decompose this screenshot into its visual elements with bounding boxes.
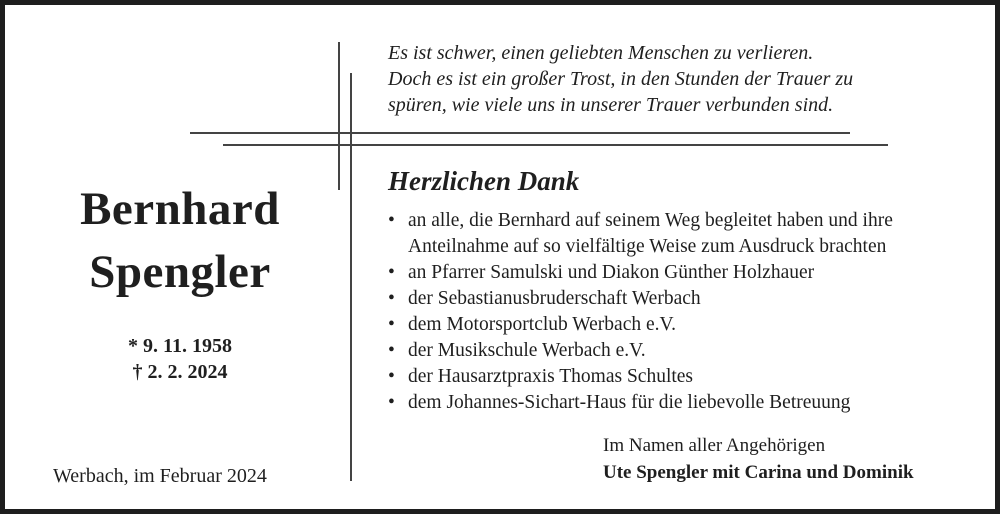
signature-intro: Im Namen aller Angehörigen bbox=[603, 435, 826, 456]
cross-vertical-line-1 bbox=[338, 42, 340, 190]
list-item bbox=[388, 390, 893, 416]
list-item bbox=[388, 338, 893, 364]
bullet-icon: • bbox=[388, 210, 395, 231]
list-item-text-continued: Anteilnahme auf so vielfältige Weise zum Ausdruck brachten bbox=[408, 236, 887, 257]
list-item-text: der Hausarztpraxis Thomas Schultes bbox=[408, 366, 694, 387]
quote-line: spüren, wie viele uns in unserer Trauer verbunden sind. bbox=[388, 94, 834, 116]
list-item bbox=[388, 312, 893, 338]
death-date: † 2. 2. 2024 bbox=[132, 361, 228, 383]
place-and-date: Werbach, im Februar 2024 bbox=[53, 465, 267, 487]
list-item-text: der Sebastianusbruderschaft Werbach bbox=[408, 288, 701, 309]
list-item bbox=[388, 286, 893, 312]
deceased-first-name: Bernhard bbox=[80, 183, 280, 235]
list-item-text: der Musikschule Werbach e.V. bbox=[408, 340, 646, 361]
birth-date: * 9. 11. 1958 bbox=[128, 335, 232, 357]
list-item-text: dem Johannes-Sichart-Haus für die liebevolle Betreuung bbox=[408, 392, 851, 413]
bullet-icon: • bbox=[388, 340, 395, 361]
deceased-last-name: Spengler bbox=[89, 246, 271, 298]
bullet-icon: • bbox=[388, 262, 395, 283]
quote-line: Es ist schwer, einen geliebten Menschen zu verlieren. bbox=[388, 42, 814, 64]
cross-vertical-line-2 bbox=[350, 73, 352, 481]
cross-horizontal-line-2 bbox=[223, 144, 888, 146]
list-item bbox=[388, 208, 893, 260]
list-item-text: an Pfarrer Samulski und Diakon Günther Holzhauer bbox=[408, 262, 815, 283]
condolence-quote bbox=[388, 40, 948, 118]
list-item bbox=[388, 260, 893, 286]
thanks-heading: Herzlichen Dank bbox=[388, 166, 580, 196]
list-item-text: dem Motorsportclub Werbach e.V. bbox=[408, 314, 676, 335]
bullet-icon: • bbox=[388, 366, 395, 387]
list-item bbox=[388, 364, 893, 390]
bullet-icon: • bbox=[388, 288, 395, 309]
cross-horizontal-line-1 bbox=[190, 132, 850, 134]
signature-names: Ute Spengler mit Carina und Dominik bbox=[603, 462, 914, 483]
quote-line: Doch es ist ein großer Trost, in den Stunden der Trauer zu bbox=[388, 68, 854, 90]
bullet-icon: • bbox=[388, 392, 395, 413]
list-item-text: an alle, die Bernhard auf seinem Weg begleitet haben und ihre bbox=[408, 210, 893, 231]
bullet-icon: • bbox=[388, 314, 395, 335]
thanks-list bbox=[388, 208, 893, 416]
